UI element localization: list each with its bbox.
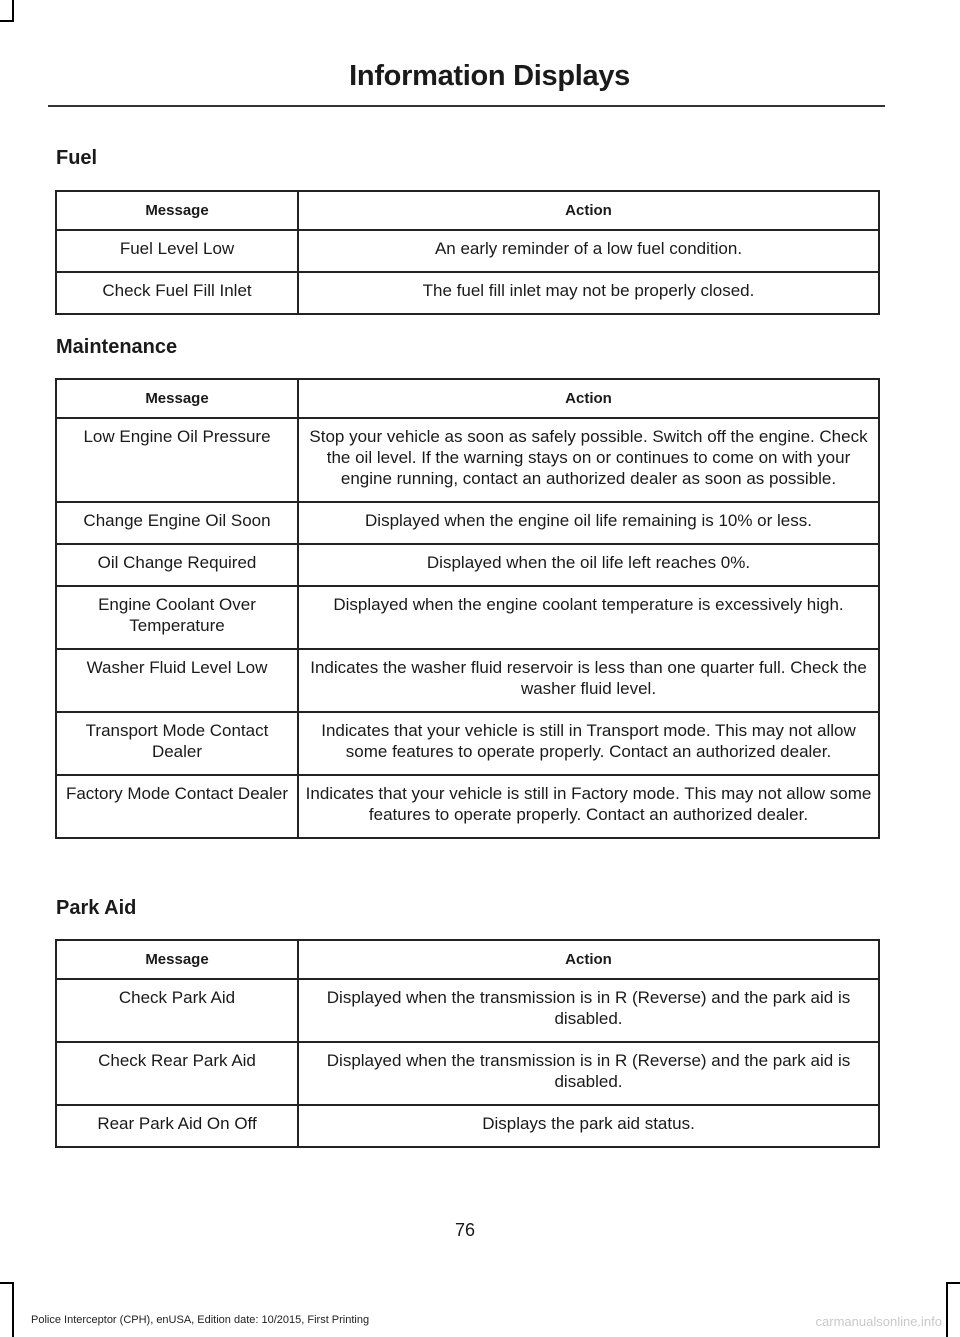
crop-mark <box>946 1282 960 1284</box>
header-divider <box>48 105 885 107</box>
edition-footer: Police Interceptor (CPH), enUSA, Edition date: 10/2015, First Printing <box>31 1314 370 1326</box>
park-aid-table-body <box>56 979 879 1147</box>
table-row <box>56 712 879 775</box>
park-aid-table <box>55 939 880 1148</box>
action-cell: Displays the park aid status. <box>298 1105 879 1147</box>
maintenance-table-body <box>56 418 879 838</box>
table-row <box>56 649 879 712</box>
message-cell: Check Rear Park Aid <box>56 1042 298 1105</box>
message-cell: Fuel Level Low <box>56 230 298 272</box>
table-header-row <box>56 379 879 418</box>
watermark: carmanualsonline.info <box>815 1314 942 1329</box>
table-header-row <box>56 940 879 979</box>
action-cell: Displayed when the engine oil life remaining is 10% or less. <box>298 502 879 544</box>
message-cell: Check Park Aid <box>56 979 298 1042</box>
action-cell: Indicates the washer fluid reservoir is less than one quarter full. Check the washer fluid level. <box>298 649 879 712</box>
crop-mark <box>12 0 14 22</box>
table-row <box>56 272 879 314</box>
fuel-table <box>55 190 880 315</box>
action-cell: An early reminder of a low fuel condition. <box>298 230 879 272</box>
message-cell: Change Engine Oil Soon <box>56 502 298 544</box>
crop-mark <box>0 20 14 22</box>
column-header-message: Message <box>56 940 298 979</box>
table-header-row <box>56 191 879 230</box>
maintenance-table <box>55 378 880 839</box>
column-header-action: Action <box>298 940 879 979</box>
fuel-table-body <box>56 230 879 314</box>
message-cell: Transport Mode Contact Dealer <box>56 712 298 775</box>
table-row <box>56 418 879 502</box>
action-cell: Indicates that your vehicle is still in Transport mode. This may not allow some features to operate properly. Contact an authorized dealer. <box>298 712 879 775</box>
table-row <box>56 502 879 544</box>
table-row <box>56 775 879 838</box>
section-title-fuel: Fuel <box>56 147 98 169</box>
page-number: 76 <box>454 1220 476 1240</box>
section-title-maintenance: Maintenance <box>56 336 178 358</box>
table-row <box>56 1042 879 1105</box>
action-cell: Displayed when the oil life left reaches 0%. <box>298 544 879 586</box>
column-header-action: Action <box>298 191 879 230</box>
message-cell: Factory Mode Contact Dealer <box>56 775 298 838</box>
table-row <box>56 586 879 649</box>
page-title: Information Displays <box>349 60 630 92</box>
message-cell: Rear Park Aid On Off <box>56 1105 298 1147</box>
section-title-park-aid: Park Aid <box>56 897 137 919</box>
table-row <box>56 979 879 1042</box>
message-cell: Engine Coolant Over Temperature <box>56 586 298 649</box>
column-header-message: Message <box>56 191 298 230</box>
action-cell: Displayed when the transmission is in R (Reverse) and the park aid is disabled. <box>298 1042 879 1105</box>
action-cell: Displayed when the engine coolant temperature is excessively high. <box>298 586 879 649</box>
action-cell: Indicates that your vehicle is still in Factory mode. This may not allow some features to operate properly. Contact an authorized dealer. <box>298 775 879 838</box>
column-header-action: Action <box>298 379 879 418</box>
message-cell: Oil Change Required <box>56 544 298 586</box>
action-cell: Displayed when the transmission is in R (Reverse) and the park aid is disabled. <box>298 979 879 1042</box>
message-cell: Low Engine Oil Pressure <box>56 418 298 502</box>
table-row <box>56 544 879 586</box>
column-header-message: Message <box>56 379 298 418</box>
action-cell: The fuel fill inlet may not be properly closed. <box>298 272 879 314</box>
message-cell: Washer Fluid Level Low <box>56 649 298 712</box>
crop-mark <box>0 1282 14 1284</box>
message-cell: Check Fuel Fill Inlet <box>56 272 298 314</box>
table-row <box>56 230 879 272</box>
action-cell: Stop your vehicle as soon as safely possible. Switch off the engine. Check the oil level. If the warning stays on or continues to come on with your engine running, contact an authorized dealer as soon as possible. <box>298 418 879 502</box>
crop-mark <box>12 1282 14 1337</box>
table-row <box>56 1105 879 1147</box>
crop-mark <box>946 1282 948 1337</box>
